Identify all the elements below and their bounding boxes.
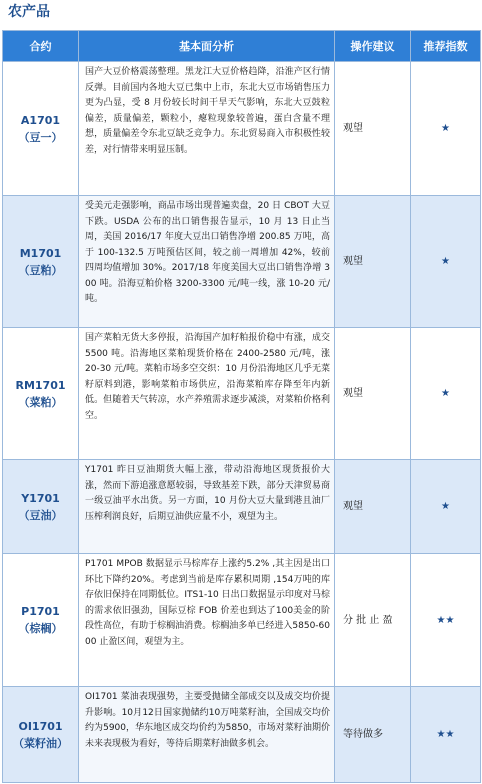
contract-cell bbox=[3, 62, 79, 196]
recommend-stars: ★ bbox=[411, 460, 481, 554]
contract-code: M1701 bbox=[19, 246, 62, 260]
table-row bbox=[3, 196, 481, 328]
suggestion-text: 观望 bbox=[335, 196, 411, 328]
suggestion-text: 观望 bbox=[335, 328, 411, 460]
contract-name: （棕榈） bbox=[18, 622, 63, 635]
suggestion-text: 等待做多 bbox=[335, 687, 411, 783]
header-index: 推荐指数 bbox=[411, 31, 481, 62]
table-row bbox=[3, 687, 481, 783]
contract-code: RM1701 bbox=[15, 378, 66, 392]
table-row bbox=[3, 460, 481, 554]
suggestion-text: 分 批 止 盈 bbox=[335, 554, 411, 687]
header-contract: 合约 bbox=[3, 31, 79, 62]
section-title: 农产品 bbox=[8, 4, 50, 20]
analysis-text: OI1701 菜油表现强势，主要受抛储全部成交以及成交均价提升影响。10月12日国家抛储约10万吨菜籽油，全国成交均价约为5900，华东地区成交均价约为5850，市场对菜籽油期价未来表现极为看好，等待后期菜籽油做多机会。 bbox=[79, 687, 335, 783]
contract-code: P1701 bbox=[21, 605, 60, 618]
header-suggestion: 操作建议 bbox=[335, 31, 411, 62]
table-row bbox=[3, 62, 481, 196]
contract-cell bbox=[3, 196, 79, 328]
recommend-stars: ★ bbox=[411, 62, 481, 196]
analysis-text: P1701 MPOB 数据显示马棕库存上涨约5.2% ,其主因是出口环比下降约20%。考虑到当前是库存累积周期 ,154万吨的库存依旧保持在同期低位。ITS1-10 日出口数据显示印度对马棕的需求依旧强劲，国际豆棕 FOB 价差也到达了100美金的阶段性高位，有助于棕榈油消费。棕榈油多单已经进入5850-6000 止盈区间，观望为主。 bbox=[79, 554, 335, 687]
table-row bbox=[3, 554, 481, 687]
agri-products-table bbox=[2, 30, 481, 783]
contract-name: （菜粕） bbox=[18, 395, 63, 409]
suggestion-text: 观望 bbox=[335, 460, 411, 554]
analysis-text: 国产大豆价格震荡整理。黑龙江大豆价格趋降，沿淮产区行情反弹。目前国内各地大豆已集中上市，东北大豆市场销售压力更为凸显，受 8 月份较长时间干旱天气影响，东北大豆鼓粒偏差，质量偏差，颗粒小，瘪粒现象较普遍，蛋白含量不理想，质量偏差令东北豆缺乏竞争力。东北贸易商入市积极性较差，对行情带来明显压制。 bbox=[79, 62, 335, 196]
contract-name: （豆粕） bbox=[18, 263, 63, 277]
contract-cell bbox=[3, 460, 79, 554]
contract-name: （豆一） bbox=[18, 130, 63, 144]
contract-cell bbox=[3, 328, 79, 460]
contract-cell bbox=[3, 554, 79, 687]
contract-name: （豆油） bbox=[18, 508, 63, 522]
contract-code: OI1701 bbox=[18, 719, 63, 733]
suggestion-text: 观望 bbox=[335, 62, 411, 196]
recommend-stars: ★★ bbox=[411, 554, 481, 687]
table-row bbox=[3, 328, 481, 460]
contract-cell bbox=[3, 687, 79, 783]
analysis-text: 国产菜粕无货大多停报，沿海国产加籽粕报价稳中有涨，成交 5500 吨。沿海地区菜粕现货价格在 2400-2580 元/吨，涨 20-30 元/吨。菜粕市场多空交织：10 月份沿海地区几乎无菜籽原料到港，影响菜粕市场供应，沿海菜粕库存降至年内新低。但随着天气转凉，水产养殖需求逐步减淡，对菜粕价格利空。 bbox=[79, 328, 335, 460]
recommend-stars: ★★ bbox=[411, 687, 481, 783]
analysis-text: 受美元走强影响，商品市场出现普遍卖盘，20 日 CBOT 大豆下跌。USDA 公布的出口销售报告显示，10 月 13 日止当周，美国 2016/17 年度大豆出口销售净增 200.85 万吨，高于 100-132.5 万吨预估区间，较之前一周增加 42%，较前四周均值增加 30%。2017/18 年度美国大豆出口销售净增 300 吨。沿海豆粕价格 3200-3300 元/吨一线，涨 10-20 元/吨。 bbox=[79, 196, 335, 328]
header-analysis: 基本面分析 bbox=[79, 31, 335, 62]
recommend-stars: ★ bbox=[411, 196, 481, 328]
contract-code: A1701 bbox=[20, 113, 61, 127]
contract-name: （菜籽油） bbox=[13, 736, 68, 750]
contract-code: Y1701 bbox=[21, 491, 60, 505]
analysis-text: Y1701 昨日豆油期货大幅上涨，带动沿海地区现货报价大涨，然而下游追涨意愿较弱，导致基差下跌，部分天津贸易商一级豆油平水出货。另一方面，10 月份大豆大量到港且油厂压榨利润良好，后期豆油供应量不小，观望为主。 bbox=[79, 460, 335, 554]
table-header-row bbox=[3, 31, 481, 62]
recommend-stars: ★ bbox=[411, 328, 481, 460]
